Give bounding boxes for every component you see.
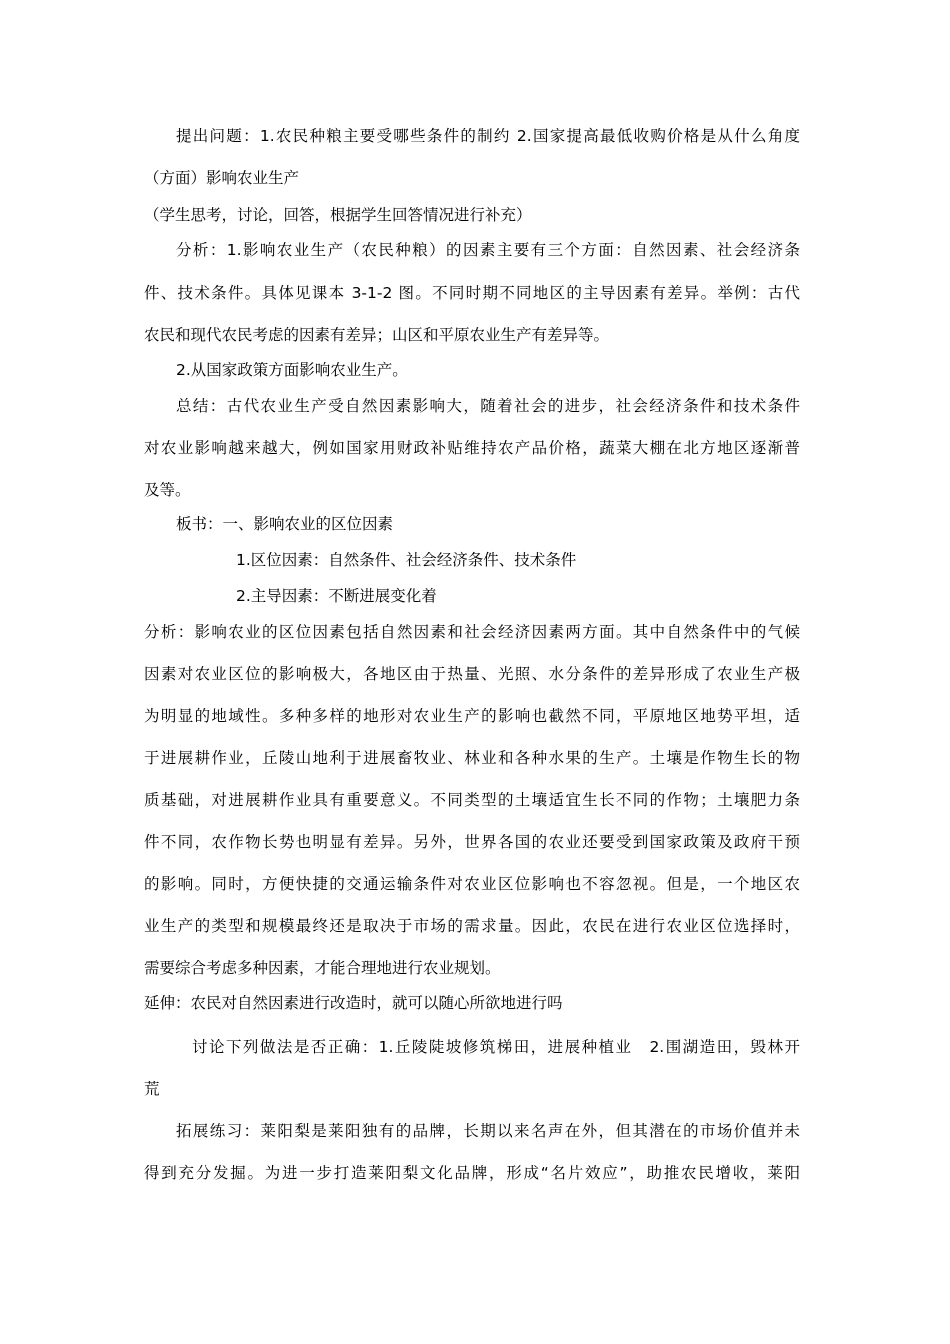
analysis-para-line-3: 为明显的地域性。多种多样的地形对农业生产的影响也截然不同，平原地区地势平坦，适 [144,707,800,725]
question-line-1: 提出问题：1.农民种粮主要受哪些条件的制约 2.国家提高最低收购价格是从什么角度 [176,127,800,145]
analysis-1-line-1: 分析：1.影响农业生产（农民种粮）的因素主要有三个方面：自然因素、社会经济条 [176,241,800,259]
analysis-para-line-4: 于进展耕作业，丘陵山地利于进展畜牧业、林业和各种水果的生产。土壤是作物生长的物 [144,749,800,767]
discussion-line-1: 讨论下列做法是否正确：1.丘陵陡坡修筑梯田，进展种植业 2.围湖造田，毁林开 [192,1038,800,1056]
board-item-1: 1.区位因素：自然条件、社会经济条件、技术条件 [236,551,577,569]
analysis-para-line-1: 分析：影响农业的区位因素包括自然因素和社会经济因素两方面。其中自然条件中的气候 [144,623,800,641]
student-activity-note: （学生思考，讨论，回答，根据学生回答情况进行补充） [144,206,532,224]
board-heading: 板书：一、影响农业的区位因素 [176,515,394,533]
analysis-para-line-9: 需要综合考虑多种因素，才能合理地进行农业规划。 [144,959,501,977]
extension-line: 延伸：农民对自然因素进行改造时，就可以随心所欲地进行吗 [144,994,563,1012]
question-line-2: （方面）影响农业生产 [144,169,300,187]
analysis-para-line-2: 因素对农业区位的影响极大，各地区由于热量、光照、水分条件的差异形成了农业生产极 [144,665,800,683]
practice-line-1: 拓展练习：莱阳梨是莱阳独有的品牌，长期以来名声在外，但其潜在的市场价值并未 [176,1122,800,1140]
analysis-para-line-8: 业生产的类型和规模最终还是取决于市场的需求量。因此，农民在进行农业区位选择时， [144,917,800,935]
summary-line-1: 总结：古代农业生产受自然因素影响大，随着社会的进步，社会经济条件和技术条件 [176,397,800,415]
analysis-1-line-2: 件、技术条件。具体见课本 3-1-2 图。不同时期不同地区的主导因素有差异。举例：古代 [144,284,800,302]
analysis-para-line-5: 质基础，对进展耕作业具有重要意义。不同类型的土壤适宜生长不同的作物；土壤肥力条 [144,791,800,809]
board-item-2: 2.主导因素：不断进展变化着 [236,587,437,605]
analysis-para-line-7: 的影响。同时，方便快捷的交通运输条件对农业区位影响也不容忽视。但是，一个地区农 [144,875,800,893]
discussion-line-2: 荒 [144,1080,160,1098]
summary-line-3: 及等。 [144,481,191,499]
summary-line-2: 对农业影响越来越大，例如国家用财政补贴维持农产品价格，蔬菜大棚在北方地区逐渐普 [144,439,800,457]
analysis-1-line-3: 农民和现代农民考虑的因素有差异；山区和平原农业生产有差异等。 [144,326,610,344]
analysis-2-line: 2.从国家政策方面影响农业生产。 [176,361,408,379]
analysis-para-line-6: 件不同，农作物长势也明显有差异。另外，世界各国的农业还要受到国家政策及政府干预 [144,833,800,851]
practice-line-2: 得到充分发掘。为进一步打造莱阳梨文化品牌，形成“名片效应”，助推农民增收，莱阳 [144,1164,800,1182]
